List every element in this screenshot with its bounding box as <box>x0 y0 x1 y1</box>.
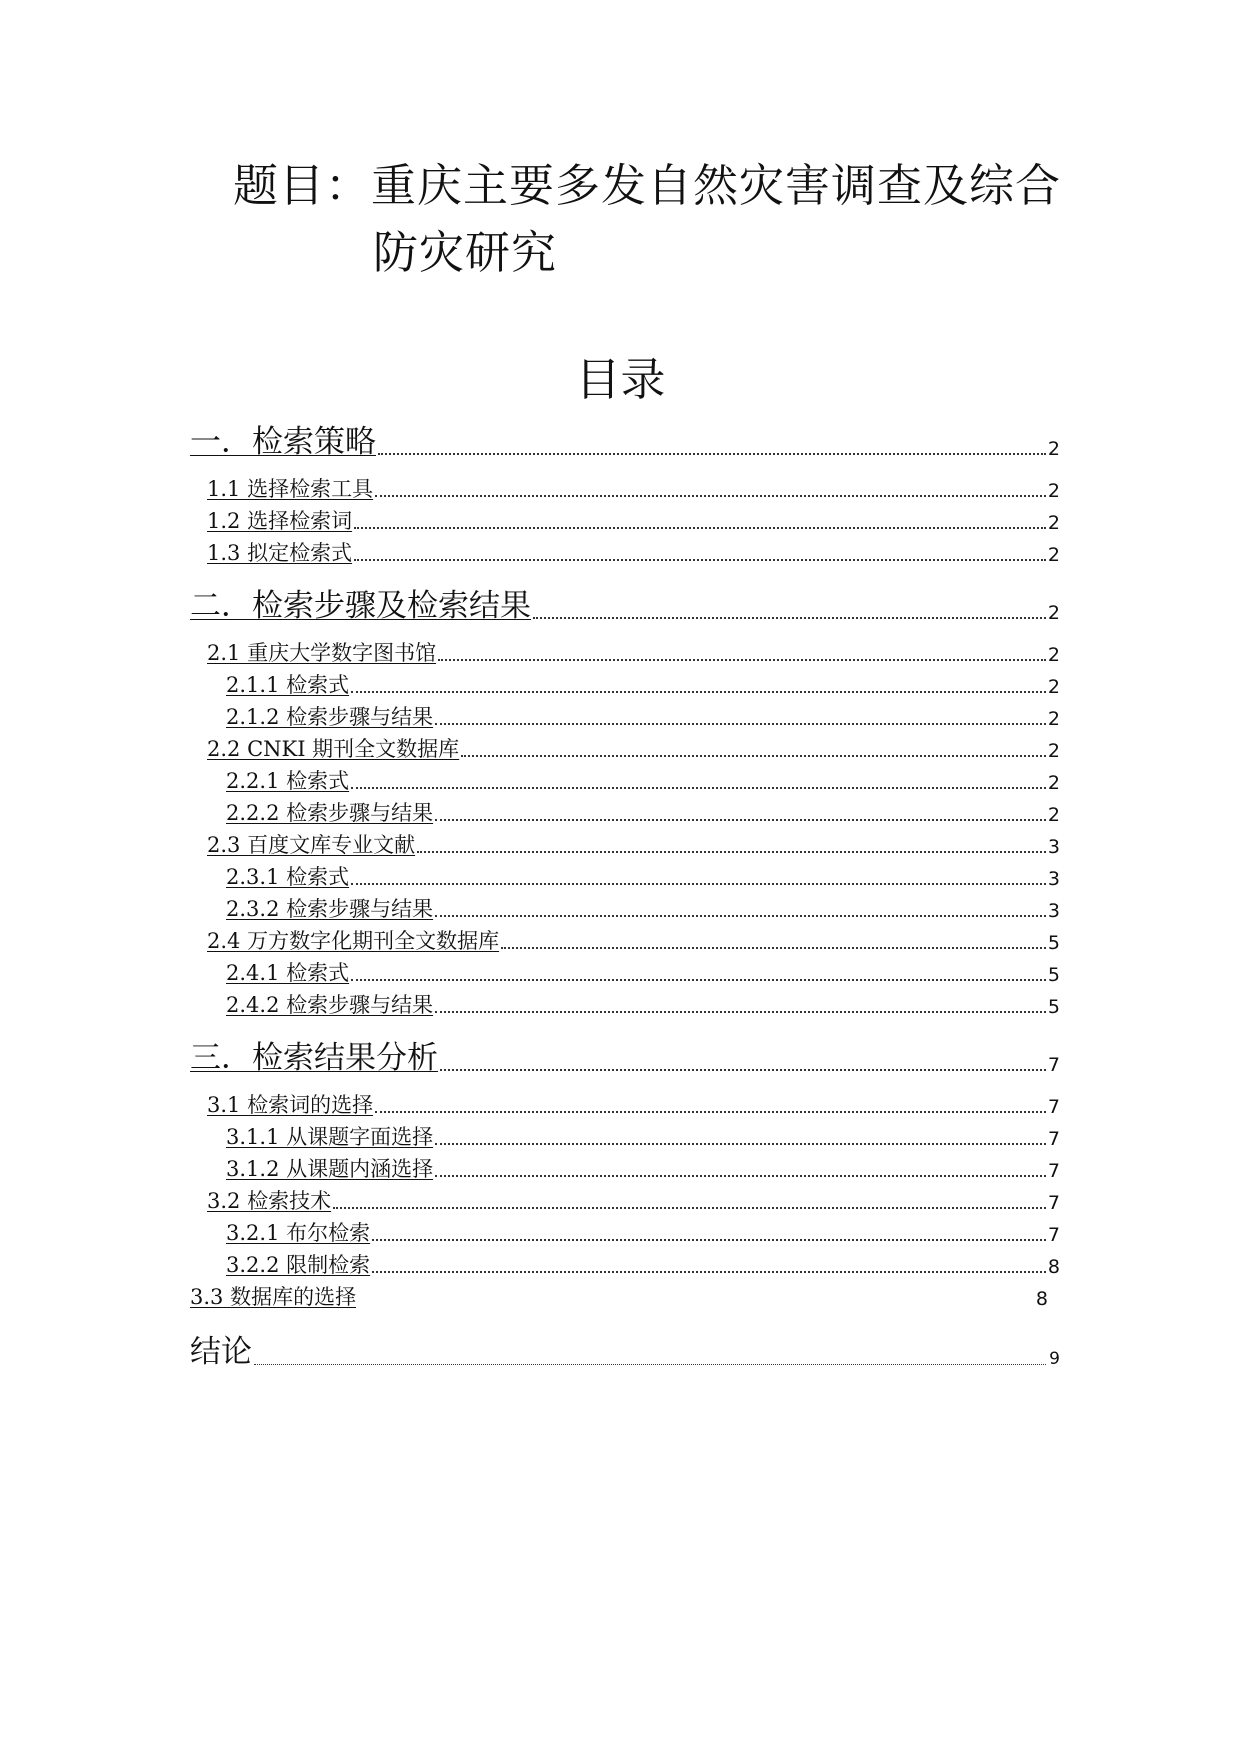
toc-dot-leader <box>435 1011 1046 1013</box>
toc-dot-leader <box>435 723 1046 725</box>
toc-dot-leader <box>435 819 1046 821</box>
toc-entry[interactable] <box>226 1252 1060 1278</box>
toc-dot-leader <box>354 527 1046 529</box>
toc-entry-label[interactable]: 3.2.2 限制检索 <box>226 1253 371 1277</box>
toc-entry-label[interactable]: 2.2.2 检索步骤与结果 <box>226 801 434 825</box>
toc-entry-page: 7 <box>1047 1096 1060 1118</box>
toc-entry[interactable] <box>207 1092 1060 1118</box>
toc-entry[interactable] <box>226 992 1060 1018</box>
toc-dot-leader <box>417 851 1046 853</box>
toc-entry-page: 9 <box>1049 1349 1060 1369</box>
toc-entry-page: 5 <box>1047 996 1060 1018</box>
toc-heading: 目录 <box>575 353 666 406</box>
toc-entry-page: 2 <box>1047 740 1060 762</box>
toc-entry-page: 2 <box>1047 544 1060 566</box>
toc-entry-page: 8 <box>1047 1256 1060 1278</box>
toc-entry-label[interactable]: 2.2 CNKI 期刊全文数据库 <box>207 737 460 761</box>
toc-dot-leader <box>372 1271 1046 1273</box>
toc-entry[interactable] <box>207 508 1060 534</box>
toc-entry[interactable] <box>190 1334 1060 1370</box>
toc-dot-leader <box>351 979 1046 981</box>
toc-entry[interactable] <box>226 1156 1060 1182</box>
toc-entry-label[interactable]: 3.1.2 从课题内涵选择 <box>226 1157 434 1181</box>
toc-entry-page: 7 <box>1047 1128 1060 1150</box>
toc-dot-leader <box>375 495 1046 497</box>
toc-entry-label[interactable]: 2.2.1 检索式 <box>226 769 350 793</box>
toc-entry-label[interactable]: 一．检索策略 <box>190 424 376 460</box>
toc-entry-page: 2 <box>1047 804 1060 826</box>
toc-entry-label[interactable]: 1.2 选择检索词 <box>207 509 353 533</box>
toc-entry[interactable] <box>207 540 1060 566</box>
toc-entry-label[interactable]: 1.3 拟定检索式 <box>207 541 353 565</box>
toc-dot-leader <box>351 787 1046 789</box>
toc-entry[interactable] <box>190 1040 1060 1076</box>
toc-dot-leader <box>435 1175 1046 1177</box>
toc-entry-label[interactable]: 2.3 百度文库专业文献 <box>207 833 416 857</box>
toc-dot-leader <box>333 1207 1046 1209</box>
toc-entry[interactable] <box>190 424 1060 460</box>
toc-entry-page: 2 <box>1047 512 1060 534</box>
toc-entry[interactable] <box>190 588 1060 624</box>
toc-dot-leader <box>351 883 1046 885</box>
toc-entry-label[interactable]: 3.1 检索词的选择 <box>207 1093 374 1117</box>
toc-entry-page: 2 <box>1047 602 1060 624</box>
toc-dot-leader <box>378 453 1046 455</box>
toc-entry[interactable] <box>207 476 1060 502</box>
toc-entry-page: 3 <box>1047 900 1060 922</box>
toc-entry[interactable] <box>226 768 1060 794</box>
toc-entry[interactable] <box>207 736 1060 762</box>
toc-entry[interactable] <box>226 960 1060 986</box>
document-title-line-1: 题目：重庆主要多发自然灾害调查及综合 <box>233 159 1062 212</box>
toc-entry[interactable] <box>207 832 1060 858</box>
toc-entry-page: 7 <box>1047 1224 1060 1246</box>
toc-entry-page: 2 <box>1047 676 1060 698</box>
toc-entry-label[interactable]: 2.3.2 检索步骤与结果 <box>226 897 434 921</box>
toc-entry-page: 3 <box>1047 836 1060 858</box>
toc-entry-page: 5 <box>1047 964 1060 986</box>
toc-entry-label[interactable]: 2.1.2 检索步骤与结果 <box>226 705 434 729</box>
toc-entry-label[interactable]: 2.4 万方数字化期刊全文数据库 <box>207 929 500 953</box>
toc-dot-leader <box>254 1364 1046 1365</box>
toc-entry-label[interactable]: 2.1.1 检索式 <box>226 673 350 697</box>
toc-entry[interactable] <box>226 1220 1060 1246</box>
toc-entry[interactable] <box>190 1284 1060 1310</box>
toc-entry[interactable] <box>226 1124 1060 1150</box>
toc-dot-leader <box>375 1111 1046 1113</box>
toc-entry-label[interactable]: 3.1.1 从课题字面选择 <box>226 1125 434 1149</box>
toc-entry[interactable] <box>226 896 1060 922</box>
toc-dot-leader <box>435 915 1046 917</box>
toc-dot-leader <box>372 1239 1046 1241</box>
toc-entry-page: 7 <box>1047 1054 1060 1076</box>
toc-entry[interactable] <box>226 864 1060 890</box>
toc-entry-page: 2 <box>1047 480 1060 502</box>
toc-entry-label[interactable]: 2.1 重庆大学数字图书馆 <box>207 641 437 665</box>
toc-dot-leader <box>354 559 1046 561</box>
toc-entry-label[interactable]: 3.2 检索技术 <box>207 1189 332 1213</box>
toc-entry[interactable] <box>226 672 1060 698</box>
toc-entry-label[interactable]: 三．检索结果分析 <box>190 1040 438 1076</box>
toc-dot-leader <box>501 947 1046 949</box>
toc-entry[interactable] <box>207 640 1060 666</box>
document-title-line-2: 防灾研究 <box>373 226 558 279</box>
toc-entry[interactable] <box>226 800 1060 826</box>
toc-dot-leader <box>533 617 1046 619</box>
toc-entry-label[interactable]: 2.4.1 检索式 <box>226 961 350 985</box>
toc-dot-leader <box>438 659 1046 661</box>
toc-entry-page: 2 <box>1047 772 1060 794</box>
toc-dot-leader <box>435 1143 1046 1145</box>
toc-entry-label[interactable]: 结论 <box>190 1334 252 1370</box>
toc-entry-page: 2 <box>1047 708 1060 730</box>
toc-entry-label[interactable]: 1.1 选择检索工具 <box>207 477 374 501</box>
toc-entry-page: 5 <box>1047 932 1060 954</box>
toc-entry-label[interactable]: 2.3.1 检索式 <box>226 865 350 889</box>
toc-entry-page: 7 <box>1047 1160 1060 1182</box>
toc-entry-page: 2 <box>1047 644 1060 666</box>
toc-entry-page: 8 <box>1035 1288 1048 1310</box>
toc-dot-leader <box>461 755 1046 757</box>
toc-entry-label[interactable]: 2.4.2 检索步骤与结果 <box>226 993 434 1017</box>
toc-entry-page: 2 <box>1047 438 1060 460</box>
toc-dot-leader <box>351 691 1046 693</box>
toc-entry-label[interactable]: 3.3 数据库的选择 <box>190 1285 357 1309</box>
toc-entry[interactable] <box>207 928 1060 954</box>
toc-entry[interactable] <box>226 704 1060 730</box>
toc-entry-label[interactable]: 二．检索步骤及检索结果 <box>190 588 531 624</box>
toc-dot-leader <box>440 1069 1046 1071</box>
toc-entry-page: 7 <box>1047 1192 1060 1214</box>
toc-entry-label[interactable]: 3.2.1 布尔检索 <box>226 1221 371 1245</box>
toc-entry-page: 3 <box>1047 868 1060 890</box>
toc-entry[interactable] <box>207 1188 1060 1214</box>
